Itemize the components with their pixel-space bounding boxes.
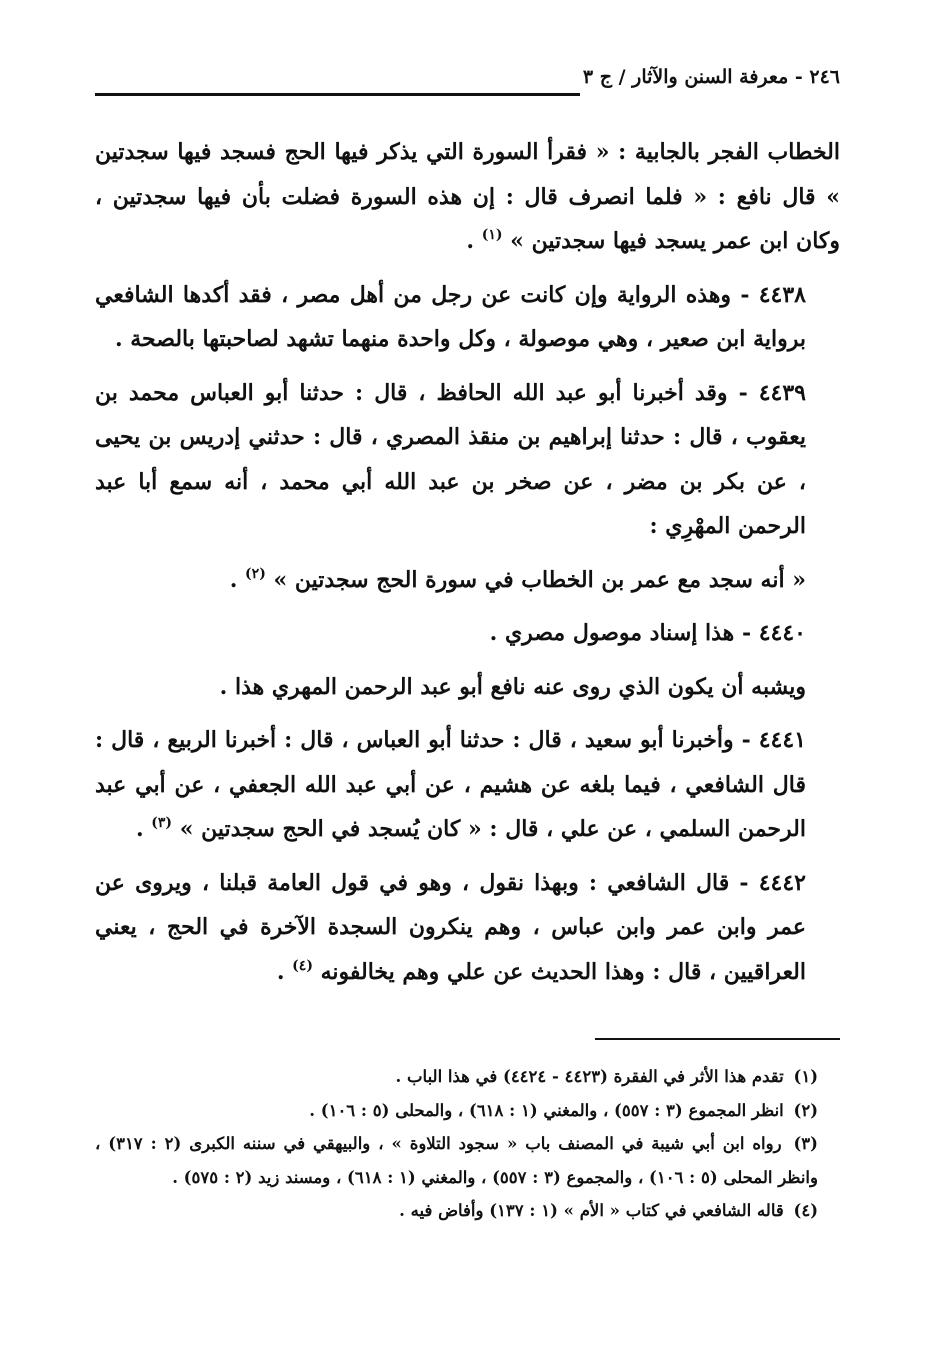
- footnote-number: (٣): [793, 1134, 818, 1153]
- paragraph-text: ٤٤٤١ - وأخبرنا أبو سعيد ، قال : حدثنا أبو العباس ، قال : أخبرنا الربيع ، قال : قال الشافعي ، فيما بلغه عن هشيم ، عن أبي عبد الله الجعفي ، عن أبي عبد الرحمن السلمي ، عن علي ، قال : « كان يُسجد في الحج سجدتين »: [95, 727, 806, 842]
- paragraph-text: ويشبه أن يكون الذي روى عنه نافع أبو عبد الرحمن المهري هذا .: [219, 673, 806, 700]
- paragraph-4441: [95, 718, 840, 852]
- main-text: [95, 130, 840, 994]
- header-rule: [95, 93, 580, 96]
- footnote-text: قاله الشافعي في كتاب « الأم » (١ : ١٣٧) وأفاض فيه .: [399, 1201, 784, 1220]
- paragraph-4442: [95, 861, 840, 995]
- footnote-ref: (١): [481, 227, 503, 243]
- footnote-3: [95, 1127, 840, 1194]
- footnote-ref: (٢): [245, 565, 266, 582]
- page-header: [95, 66, 840, 98]
- paragraph-note: [95, 665, 840, 710]
- footnote-1: [95, 1060, 840, 1094]
- quoted-narration: [95, 558, 840, 603]
- footnote-number: (٢): [793, 1100, 818, 1120]
- paragraph-text: ٤٤٣٨ - وهذه الرواية وإن كانت عن رجل من أهل مصر ، فقد أكدها الشافعي برواية ابن صعير ، وهي موصولة ، وكل واحدة منهما تشهد لصاحبتها بالصحة .: [95, 281, 806, 352]
- footnote-text: انظر المجموع (٣ : ٥٥٧) ، والمغني (١ : ٦١٨) ، والمحلى (٥ : ١٠٦) .: [309, 1100, 784, 1120]
- footnotes: [95, 1060, 840, 1228]
- footnote-separator: [595, 1038, 840, 1040]
- running-title: ٢٤٦ - معرفة السنن والآثار / ج ٣: [582, 66, 840, 88]
- footnote-number: (١): [793, 1067, 818, 1086]
- paragraph-tail: .: [229, 566, 246, 593]
- paragraph-4438: [95, 273, 840, 362]
- footnote-ref: (٣): [151, 815, 173, 831]
- paragraph-text: « أنه سجد مع عمر بن الخطاب في سورة الحج سجدتين »: [273, 566, 806, 593]
- footnote-ref: (٤): [292, 957, 313, 974]
- footnote-text: رواه ابن أبي شيبة في المصنف باب « سجود التلاوة » ، والبيهقي في سننه الكبرى (٢ : ٣١٧) ، وانظر المحلى (٥ : ١٠٦) ، والمجموع (٣ : ٥٥٧) ، والمغني (١ : ٦١٨) ، ومسند زيد (٢ : ٥٧٥) .: [95, 1134, 818, 1187]
- footnote-number: (٤): [793, 1201, 818, 1220]
- paragraph-continuation: [95, 130, 840, 264]
- paragraph-text: ٤٤٣٩ - وقد أخبرنا أبو عبد الله الحافظ ، قال : حدثنا أبو العباس محمد بن يعقوب ، قال : حدثنا إبراهيم بن منقذ المصري ، قال : حدثني إدريس بن يحيى ، عن بكر بن مضر ، عن صخر بن عبد الله أبي محمد ، أنه سمع أبا عبد الرحمن المهْرِي :: [95, 379, 806, 539]
- paragraph-text: ٤٤٤٠ - هذا إسناد موصول مصري .: [489, 620, 806, 646]
- footnote-2: [95, 1094, 840, 1128]
- footnote-4: [95, 1194, 840, 1228]
- paragraph-4439: [95, 371, 840, 549]
- paragraph-tail: .: [135, 816, 152, 842]
- paragraph-tail: .: [276, 958, 293, 985]
- paragraph-tail: .: [466, 228, 482, 254]
- book-page: [95, 66, 840, 1228]
- footnote-text: تقدم هذا الأثر في الفقرة (٤٤٢٣ - ٤٤٢٤) في هذا الباب .: [395, 1067, 784, 1086]
- paragraph-4440: [95, 611, 840, 656]
- paragraph-text: ٤٤٤٢ - قال الشافعي : وبهذا نقول ، وهو في قول العامة قبلنا ، ويروى عن عمر وابن عمر وابن عباس ، وهم ينكرون السجدة الآخرة في الحج ، يعني العراقيين ، قال : وهذا الحديث عن علي وهم يخالفونه: [95, 869, 806, 985]
- paragraph-text: الخطاب الفجر بالجابية : « فقرأ السورة التي يذكر فيها الحج فسجد فيها سجدتين » قال نافع : « فلما انصرف قال : إن هذه السورة فضلت بأن فيها سجدتين ، وكان ابن عمر يسجد فيها سجدتين »: [95, 139, 840, 254]
